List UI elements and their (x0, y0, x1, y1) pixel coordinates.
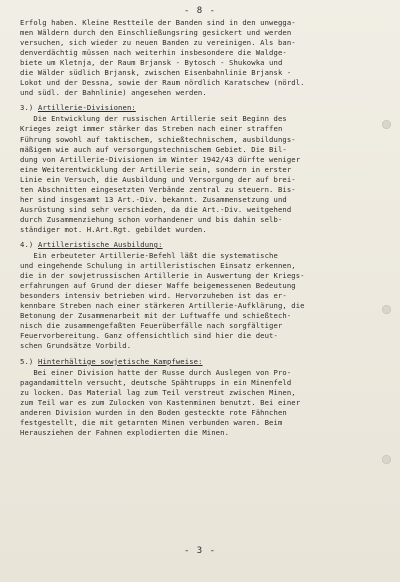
section-heading (20, 103, 382, 113)
section-number: 3.) (20, 103, 34, 113)
section (20, 103, 382, 235)
text-line: durch Zusammenziehung schon vorhandener und bis dahin selb- (20, 214, 283, 224)
section (20, 240, 382, 352)
page-number-bottom: - 3 - (183, 546, 217, 556)
document-body (20, 18, 382, 438)
text-line: Führung sowohl auf taktischem, schießtechnischem, ausbildungs- (20, 134, 296, 144)
text-line: festgestellt, die mit getarnten Minen verbunden waren. Beim (20, 417, 283, 427)
text-line: Lokot und der Dessna, sowie der Raum nördlich Karatschew (nördl. (20, 78, 305, 88)
punch-holes (382, 0, 392, 582)
text-line: denverdächtig müssen nach weiterhin insbesondere die Waldge- (20, 48, 287, 58)
text-line: anderen Division wurden in den Boden gesteckte rote Fähnchen (20, 407, 287, 417)
text-line: men Wäldern durch den Einschließungsring gesickert und werden (20, 28, 292, 38)
text-line: und eingehende Schulung in artilleristischen Einsatz erkennen, (20, 261, 296, 271)
section-body (20, 114, 382, 235)
text-line: biete um Kletnja, der Raum Brjansk - Bytosch - Shukowka und (20, 58, 283, 68)
section-number: 4.) (20, 239, 34, 249)
sections-container (20, 103, 382, 438)
section (20, 357, 382, 438)
page-number-top: - 8 - (183, 6, 217, 16)
text-line: Ausrüstung sind sehr verschieden, da die Art.-Div. weitgehend (20, 204, 292, 214)
text-line: her sind insgesamt 13 Art.-Div. bekannt. Zusammensetzung und (20, 194, 287, 204)
text-line: ständiger mot. H.Art.Rgt. gebildet wurden. (20, 224, 207, 234)
text-line: die in der sowjetrussischen Artillerie in Auswertung der Kriegs- (20, 271, 305, 281)
text-line: besonders intensiv betrieben wird. Hervorzuheben ist das er- (20, 291, 287, 301)
text-line: Bei einer Division hatte der Russe durch Auslegen von Pro- (20, 367, 292, 377)
text-line: ten Abschnitten eingesetzten Verbände zentral zu steuern. Bis- (20, 184, 296, 194)
text-line: Feuervorbereitung. Ganz offensichtlich sind hier die deut- (20, 331, 278, 341)
punch-hole (382, 455, 391, 464)
section-body (20, 368, 382, 438)
text-line: eine Weiterentwicklung der Artillerie sein, sondern in erster (20, 164, 292, 174)
text-line: nisch die zusammengefaßten Feuerüberfälle nach sorgfältiger (20, 321, 283, 331)
text-line: Die Entwicklung der russischen Artillerie seit Beginn des (20, 114, 287, 124)
text-line: die Wälder südlich Brjansk, zwischen Eisenbahnlinie Brjansk - (20, 68, 292, 78)
punch-hole (382, 305, 391, 314)
section-heading (20, 240, 382, 250)
section-title: Artillerie-Divisionen: (38, 103, 136, 113)
text-line: Erfolg haben. Kleine Restteile der Banden sind in den unwegga- (20, 18, 296, 27)
section-title: Hinterhältige sowjetische Kampfweise: (38, 356, 203, 366)
text-line: Linie ein Versuch, die Ausbildung und Versorgung der auf brei- (20, 174, 296, 184)
text-line: und südl. der Bahnlinie) angesehen werden. (20, 88, 207, 98)
section-body (20, 251, 382, 351)
section-number: 5.) (20, 356, 34, 366)
text-line: erfahrungen auf Grund der dieser Waffe beigemessenen Bedeutung (20, 281, 296, 291)
intro-paragraph (20, 18, 382, 98)
text-line: Krieges zeigt immer stärker das Streben nach einer straffen (20, 124, 283, 134)
punch-hole (382, 120, 391, 129)
text-line: dung von Artillerie-Divisionen im Winter 1942/43 dürfte weniger (20, 154, 301, 164)
text-line: kennbare Streben nach einer stärkeren Artillerie-Aufklärung, die (20, 301, 305, 311)
text-line: schen Grundsätze Vorbild. (20, 341, 132, 351)
text-line: pagandamitteln versucht, deutsche Spähtrupps in ein Minenfeld (20, 377, 292, 387)
text-line: zum Teil war es zum Zulocken von Kastenminen benutzt. Bei einer (20, 397, 301, 407)
text-line: Herausziehen der Fahnen explodierten die Minen. (20, 427, 230, 437)
text-line: mäßigem wie auch auf versorgungstechnischem Gebiet. Die Bil- (20, 144, 287, 154)
section-heading (20, 357, 382, 367)
text-line: Ein erbeuteter Artillerie-Befehl läßt die systematische (20, 251, 278, 261)
text-line: Betonung der Zusammenarbeit mit der Luftwaffe und schießtech- (20, 311, 292, 321)
section-title: Artilleristische Ausbildung: (38, 239, 163, 249)
text-line: zu locken. Das Material lag zum Teil verstreut zwischen Minen, (20, 387, 296, 397)
text-line: versuchen, sich wieder zu neuen Banden zu vereinigen. Als ban- (20, 38, 296, 48)
